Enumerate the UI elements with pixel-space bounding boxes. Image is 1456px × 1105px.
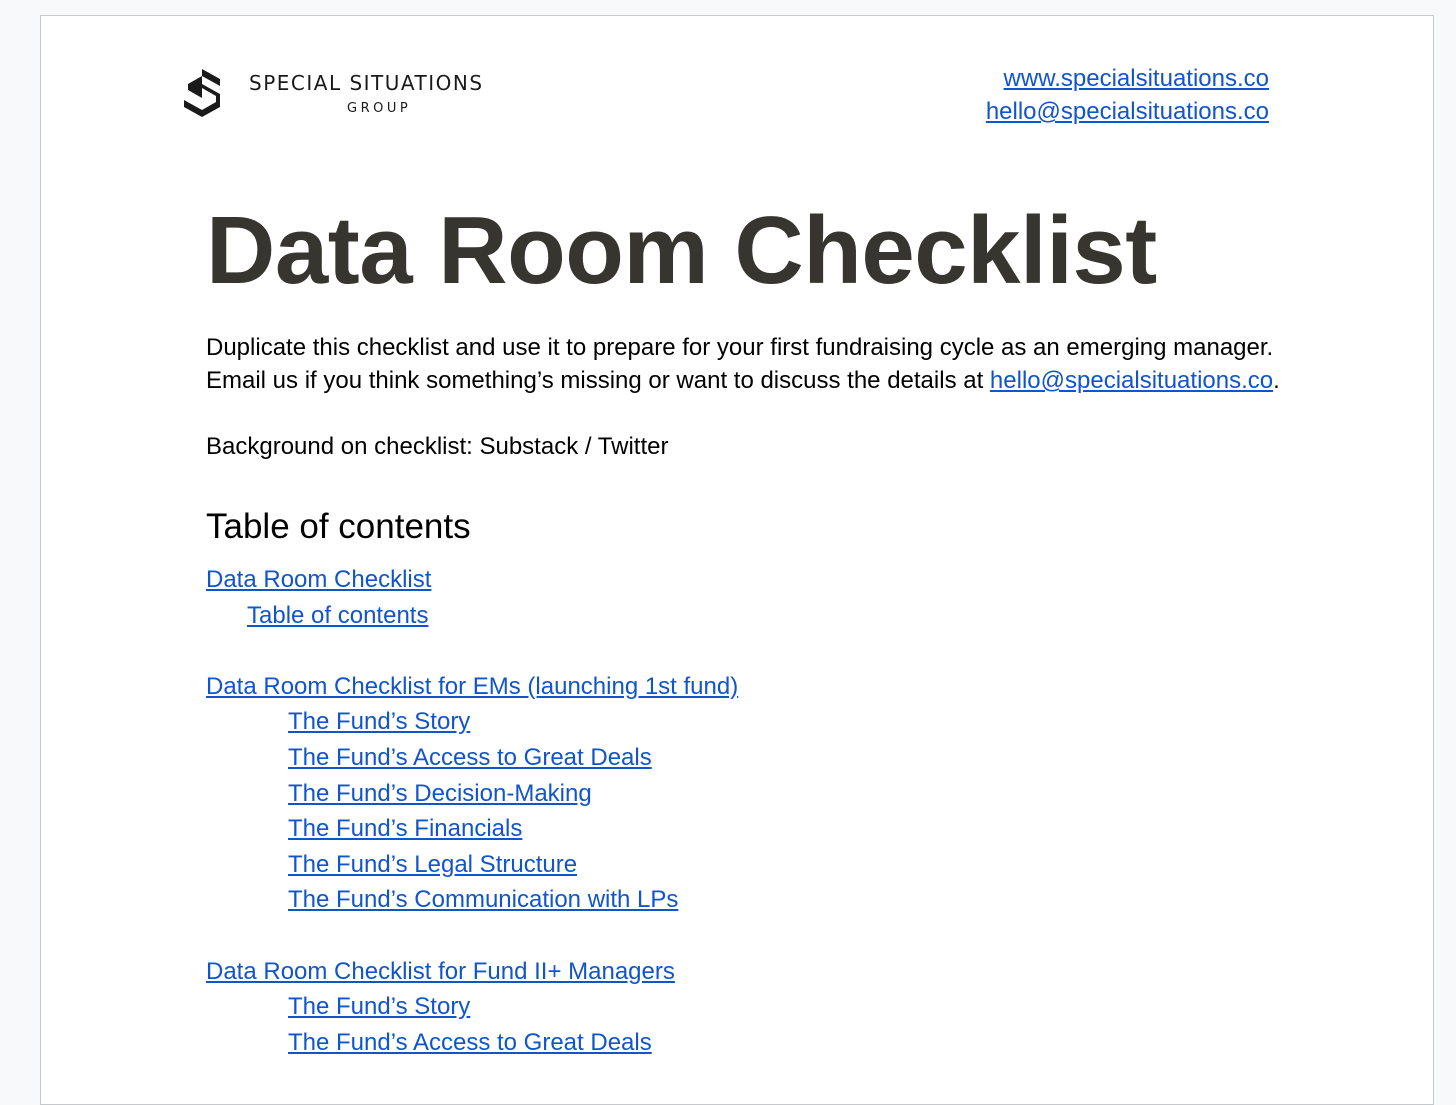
s-monogram-icon [179, 68, 225, 118]
intro-paragraph [206, 331, 1286, 397]
toc-link-fund2-section[interactable]: Data Room Checklist for Fund II+ Managers [206, 957, 675, 985]
table-of-contents [206, 562, 1286, 1060]
website-link[interactable]: www.specialsituations.co [1003, 65, 1269, 92]
toc-heading: Table of contents [206, 507, 471, 546]
intro-email-link[interactable]: hello@specialsituations.co [989, 367, 1274, 394]
toc-link-main[interactable]: Data Room Checklist [206, 566, 432, 593]
toc-link-em-access[interactable]: The Fund’s Access to Great Deals [288, 743, 652, 771]
toc-link-toc[interactable]: Table of contents [247, 601, 429, 629]
toc-link-em-financials[interactable]: The Fund’s Financials [288, 815, 523, 843]
email-link[interactable]: hello@specialsituations.co [985, 98, 1269, 125]
toc-link-em-legal[interactable]: The Fund’s Legal Structure [288, 850, 578, 878]
toc-link-fund2-story[interactable]: The Fund’s Story [288, 993, 471, 1021]
document-content [206, 196, 1286, 1060]
background-line: Background on checklist: Substack / Twitter [206, 433, 669, 460]
toc-link-em-section[interactable]: Data Room Checklist for EMs (launching 1st fund) [206, 672, 739, 700]
intro-text: Duplicate this checklist and use it to prepare for your first fundraising cycle as an emerging manager. Email us if you think something’s missing or want to discuss the details at [206, 334, 1274, 394]
logo-name: SPECIAL SITUATIONS [249, 71, 484, 95]
toc-link-em-story[interactable]: The Fund’s Story [288, 708, 471, 736]
contact-links [986, 62, 1269, 128]
toc-link-em-decision[interactable]: The Fund’s Decision-Making [288, 779, 592, 807]
intro-end: . [1273, 367, 1280, 394]
toc-link-fund2-access[interactable]: The Fund’s Access to Great Deals [288, 1028, 652, 1056]
document-title: Data Room Checklist [206, 197, 1157, 304]
company-logo [179, 68, 539, 124]
toc-link-em-communication[interactable]: The Fund’s Communication with LPs [288, 886, 679, 914]
document-page [40, 15, 1434, 1105]
logo-subtitle: GROUP [347, 101, 412, 116]
